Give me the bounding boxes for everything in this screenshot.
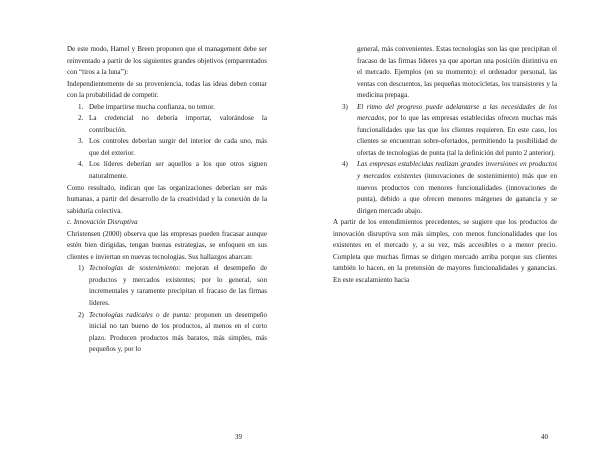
- list-number: 2.: [78, 114, 84, 123]
- list-item: [67, 136, 267, 159]
- list-item: [67, 113, 267, 136]
- list-number: 1.: [78, 102, 84, 111]
- list-text: Debe impartirse mucha confianza, no temor.: [89, 102, 215, 111]
- paragraph: A partir de los entendimientos precedentes, se sugiere que los productos de innovación disruptiva son más simples, con menos funcionalidades que los existentes en el mercado y, a su vez, más accesibles o a menor precio. Completa que muchas firmas se dirigen mercado arriba porque sus clientes también lo hacen, en la pretensión de mayores funcionalidades y ganancias. En este escalamiento hacia: [333, 218, 557, 284]
- list-text: Los líderes deberían ser aquellos a los que otros siguen naturalmente.: [89, 160, 267, 181]
- right-page-text: [333, 44, 557, 286]
- list-item: [67, 310, 267, 356]
- list-text: La credencial no debería importar, valorándose la contribución.: [89, 114, 267, 134]
- list-text: Los controles deberían surgir del interior de cada uno, más que del exterior.: [89, 137, 267, 157]
- page-number: 39: [235, 433, 242, 441]
- list-item: [333, 159, 557, 217]
- paragraph: Como resultado, indican que las organizaciones deberían ser más humanas, a partir del desarrollo de la creatividad y la conexión de la sabiduría colectiva.: [67, 183, 267, 215]
- list-number: 1): [78, 264, 84, 273]
- paragraph: Christensen (2000) observa que las empresas pueden fracasar aunque estén bien dirigidas, tengan buenas estrategias, se enfoquen en sus clientes e inviertan en nuevas tecnologías. Sus hallazgos abarcan:: [67, 229, 267, 261]
- list-lead: Tecnologías radicales o de punta:: [89, 310, 192, 319]
- list-item: [67, 263, 267, 309]
- list-number: 4): [342, 160, 348, 169]
- list-item: [67, 159, 267, 182]
- page-number: 40: [541, 433, 548, 441]
- findings-list-continued: [333, 102, 557, 217]
- list-text: por lo que las empresas establecidas ofrecen muchas más funcionalidades que las que los clientes requieren. En este caso, los clientes se encuentran sobre-ofertados, permitiendo la posibilidad de ofertas de tecnologías de punta (tal la definición del punto 2 anterior).: [357, 114, 557, 157]
- paragraph: De este modo, Hamel y Breen proponen que el management debe ser reinventado a partir de los siguientes grandes objetivos (emparentados con “tiros a la luna”):: [67, 45, 267, 77]
- findings-list: [67, 263, 267, 355]
- list-number: 4.: [78, 160, 84, 169]
- list-text: mejoran el desempeño de productos y mercados existentes; por lo general, son incrementales y raramente precipitan el fracaso de las firmas líderes.: [89, 264, 267, 308]
- list-item: [67, 102, 267, 114]
- left-page-text: [67, 44, 267, 356]
- list-lead: El ritmo del progreso puede adelantarse a las necesidades de los mercados,: [357, 102, 557, 123]
- list-text: proponen un desempeño inicial no tan bueno de los productos, al menos en el corto plazo. Producen productos más baratos, más simples, más pequeños y, por lo: [89, 310, 267, 354]
- section-subheading: c. Innovación Disruptiva: [67, 218, 138, 227]
- list-item: [333, 102, 557, 160]
- list-number: 2): [78, 310, 84, 319]
- objectives-list: [67, 102, 267, 183]
- list-lead: Tecnologías de sostenimiento:: [89, 264, 181, 273]
- list-lead: Las empresas establecidas realizan grandes inversiones en productos y mercados existentes: [357, 160, 557, 181]
- list-number: 3): [342, 102, 348, 111]
- list-number: 3.: [78, 137, 84, 146]
- list-text: (innovaciones de sostenimiento) más que en nuevos productos con menores funcionalidades (innovaciones de punta), debido a que ofrecen menores márgenes de ganancia y se dirigen mercado abajo.: [357, 172, 557, 215]
- paragraph: Independientemente de su proveniencia, todas las ideas deben contar con la probabilidad de competir.: [67, 79, 267, 100]
- right-page: [300, 0, 600, 473]
- continued-item-text: general, más convenientes. Estas tecnologías son las que precipitan el fracaso de las firmas líderes ya que aportan una posición distintiva en el mercado. Ejemplos (en su momento): el ordenador personal, las ventas con descuentos, las pequeñas motocicletas, los transistores y la medicina prepaga.: [357, 45, 557, 100]
